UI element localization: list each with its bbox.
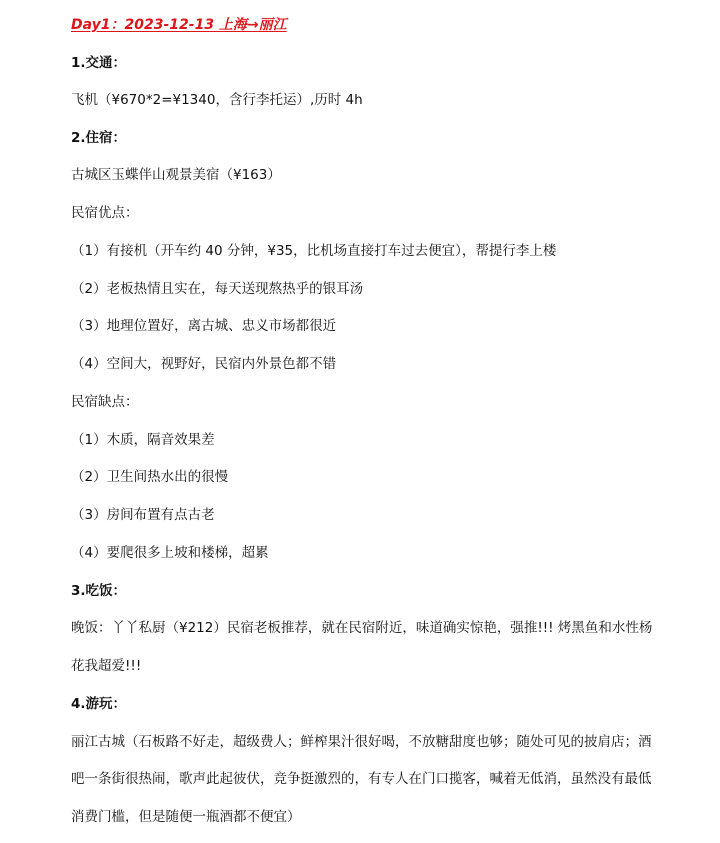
stay-name: 古城区玉蝶伴山观景美宿（¥163） — [71, 167, 281, 183]
play-line: 丽江古城（石板路不好走，超级费人；鲜榨果汁很好喝，不放糖甜度也够；随处可见的披肩店；酒 — [71, 734, 652, 750]
stay-cons-label: 民宿缺点： — [71, 394, 139, 410]
food-line: 花我超爱!!! — [71, 658, 142, 674]
stay-con-item: （2）卫生间热水出的很慢 — [71, 469, 229, 485]
transport-detail: 飞机（¥670*2=¥1340，含行李托运）,历时 4h — [71, 92, 363, 108]
food-heading: 3.吃饭： — [71, 583, 127, 599]
stay-pro-item: （2）老板热情且实在，每天送现熬热乎的银耳汤 — [71, 281, 364, 297]
play-line: 吧一条街很热闹，歌声此起彼伏，竞争挺激烈的，有专人在门口揽客，喊着无低消，虽然没有最低 — [71, 771, 652, 787]
transport-heading: 1.交通： — [71, 55, 127, 71]
stay-con-item: （1）木质，隔音效果差 — [71, 432, 215, 448]
play-heading: 4.游玩： — [71, 696, 127, 712]
day-title: Day1：2023-12-13 上海→丽江 — [71, 17, 287, 33]
stay-con-item: （3）房间布置有点古老 — [71, 507, 215, 523]
stay-pro-item: （4）空间大，视野好，民宿内外景色都不错 — [71, 356, 337, 372]
stay-con-item: （4）要爬很多上坡和楼梯，超累 — [71, 545, 269, 561]
play-line: 消费门槛，但是随便一瓶酒都不便宜） — [71, 809, 301, 825]
stay-pros-label: 民宿优点： — [71, 205, 139, 221]
stay-pro-item: （1）有接机（开车约 40 分钟，¥35，比机场直接打车过去便宜），帮提行李上楼 — [71, 243, 557, 259]
food-line: 晚饭：丫丫私厨（¥212）民宿老板推荐，就在民宿附近，味道确实惊艳，强推!!! 烤黑鱼和水性杨 — [71, 620, 653, 636]
stay-heading: 2.住宿： — [71, 130, 127, 146]
stay-pro-item: （3）地理位置好，离古城、忠义市场都很近 — [71, 318, 337, 334]
